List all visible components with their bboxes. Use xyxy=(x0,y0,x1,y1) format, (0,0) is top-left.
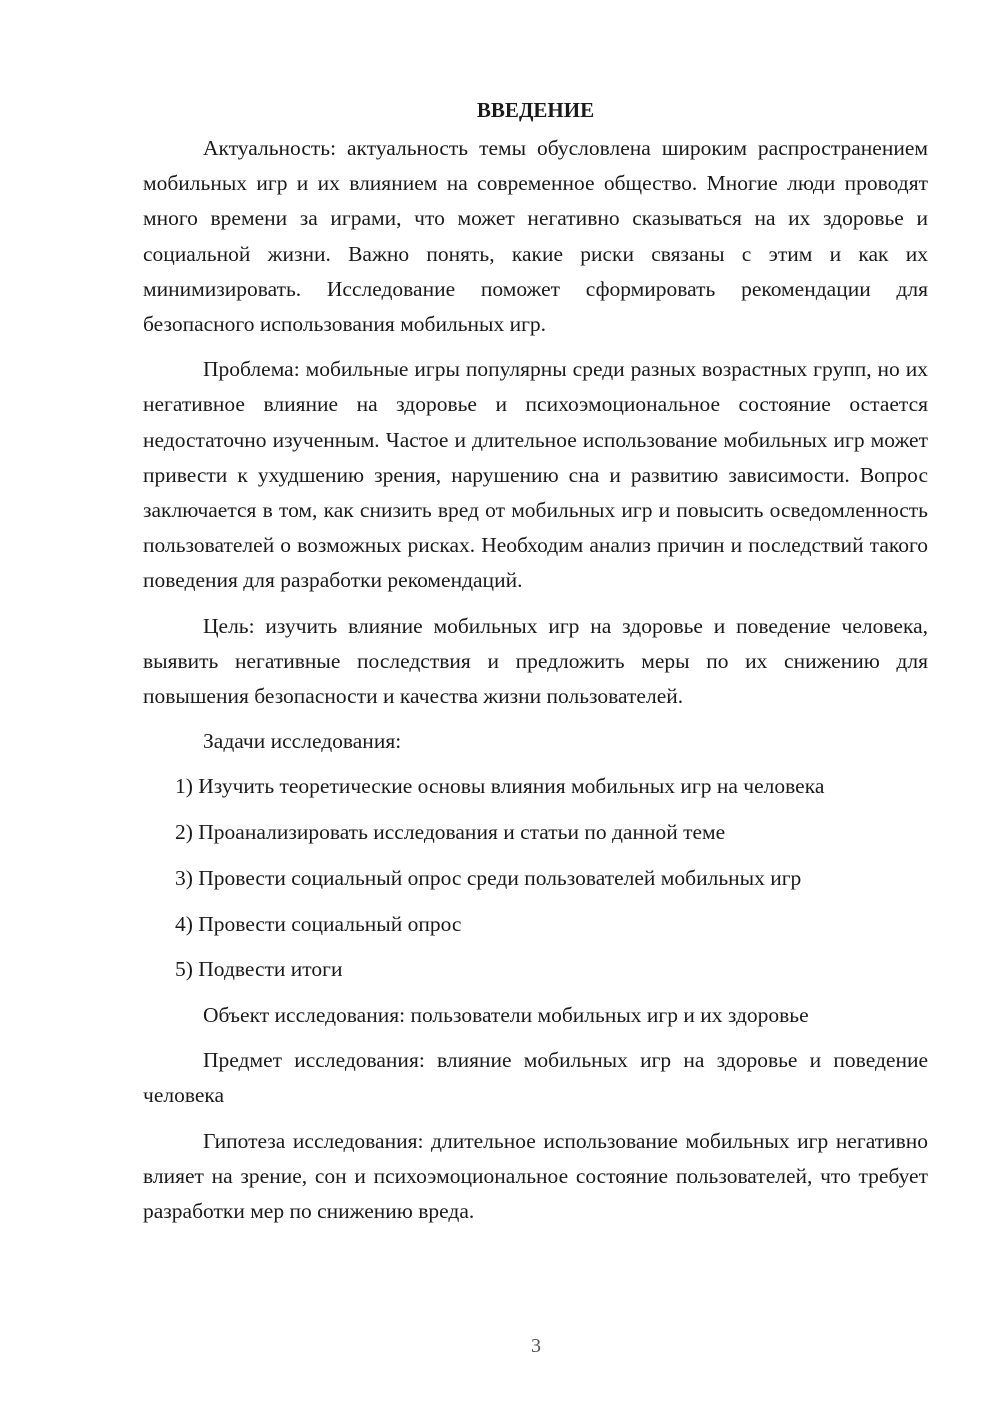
paragraph-goal: Цель: изучить влияние мобильных игр на здоровье и поведение человека, выявить негативные последствия и предложить меры по их снижению для повышения безопасности и качества жизни пользователей. xyxy=(143,613,928,709)
tasks-list xyxy=(143,769,928,987)
research-subject: Предмет исследования: влияние мобильных игр на здоровье и поведение человека xyxy=(143,1048,928,1108)
document-page xyxy=(143,95,928,1239)
research-hypothesis: Гипотеза исследования: длительное использование мобильных игр негативно влияет на зрение, сон и психоэмоциональное состояние пользователей, что требует разработки мер по снижению вреда. xyxy=(143,1128,928,1223)
page-number: 3 xyxy=(531,1335,541,1357)
task-item-2: 2) Проанализировать исследования и статьи по данной теме xyxy=(175,820,726,845)
task-item-4: 4) Провести социальный опрос xyxy=(175,911,462,936)
paragraph-relevance: Актуальность: актуальность темы обусловлена широким распространением мобильных игр и их влиянием на современное общество. Многие люди проводят много времени за играми, что может негативно сказываться на их здоровье и социальной жизни. Важно понять, какие риски связаны с этим и как их минимизировать. Исследование поможет сформировать рекомендации для безопасного использования мобильных игр. xyxy=(143,136,928,337)
document-heading: ВВЕДЕНИЕ xyxy=(476,98,595,122)
paragraph-problem: Проблема: мобильные игры популярны среди разных возрастных групп, но их негативное влияние на здоровье и психоэмоциональное состояние остается недостаточно изученным. Частое и длительное использование мобильных игр может привести к ухудшению зрения, нарушению сна и развитию зависимости. Вопрос заключается в том, как снизить вред от мобильных игр и повысить осведомленность пользователей о возможных рисках. Необходим анализ причин и последствий такого поведения для разработки рекомендаций. xyxy=(143,357,928,593)
task-item-5: 5) Подвести итоги xyxy=(175,957,343,982)
research-object: Объект исследования: пользователи мобильных игр и их здоровье xyxy=(203,1002,809,1027)
task-item-3: 3) Провести социальный опрос среди пользователей мобильных игр xyxy=(175,865,802,890)
task-item-1: 1) Изучить теоретические основы влияния мобильных игр на человека xyxy=(175,774,825,799)
tasks-heading: Задачи исследования: xyxy=(203,729,402,754)
